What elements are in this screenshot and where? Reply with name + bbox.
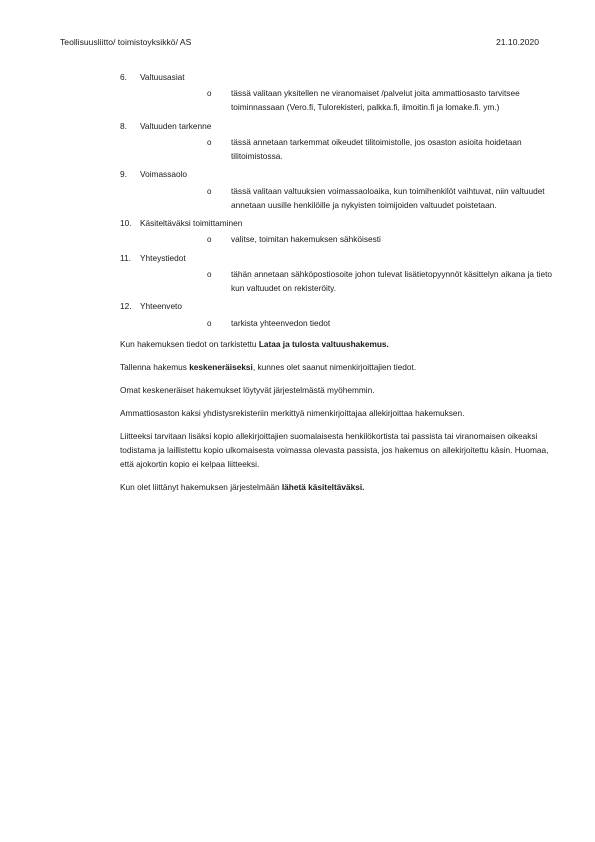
list-title: Voimassaolo [140,169,188,180]
bullet-marker-icon: o [207,89,212,99]
paragraph-save-draft: Tallenna hakemus keskeneräiseksi, kunnes olet saanut nimenkirjoittajien tiedot. [120,361,417,372]
page-header [60,37,539,48]
draft-term: keskeneräiseksi [189,361,253,372]
bullet-marker-icon: o [207,270,212,280]
paragraph-attachments: Liitteeksi tarvitaan lisäksi kopio allekirjoittajien suomalaisesta henkilökortista tai passista tai viranomaisen oikeaksi todistama ja laillistettu kopio ulkomaisesta voimassa olevasta passista, jos hakemus on allekirjoitettu käsin. Huomaa, että ajokortin kopio ei kelpaa liitteeksi. [120,430,549,469]
header-organization: Teollisuusliitto/ toimistoyksikkö/ AS [60,37,192,47]
print-instruction: Lataa ja tulosta valtuushakemus. [258,338,389,349]
bullet-text: tarkista yhteenvedon tiedot [231,317,331,328]
bullet-text: valitse, toimitan hakemuksen sähköisesti [231,234,381,245]
bullet-text: tähän annetaan sähköpostiosoite johon tulevat lisätietopyynnöt käsittelyn aikana ja tieto kun valtuudet on rekisteröity. [231,269,553,294]
submit-instruction: lähetä käsiteltäväksi. [281,481,365,492]
list-bullet [207,185,565,213]
list-bullet [207,317,565,331]
paragraph-signatories: Ammattiosaston kaksi yhdistysrekisteriin merkittyä nimenkirjoittajaa allekirjoittaa hakemuksen. [120,407,465,418]
bullet-text: tässä valitaan yksitellen ne viranomaiset /palvelut joita ammattiosasto tarvitsee toiminnassaan (Vero.fi, Tulorekisteri, palkka.fi, ilmoitin.fi ja lomake.fi. ym.) [231,88,520,113]
bullet-text: tässä annetaan tarkemmat oikeudet tilitoimistolle, jos osaston asioita hoidetaan tilitoimistossa. [231,137,522,161]
list-item-8 [120,121,560,164]
list-item-11 [120,253,560,296]
list-title: Valtuuden tarkenne [140,120,212,131]
bullet-text: tässä valitaan valtuuksien voimassaoloaika, kun toimihenkilöt vaihtuvat, niin valtuudet annetaan uusille henkilöille ja nykyisten toimijoiden valtuudet poistetaan. [231,185,545,210]
header-date: 21.10.2020 [495,37,539,47]
list-title: Käsiteltäväksi toimittaminen [140,218,243,229]
list-bullet [207,233,565,247]
list-item-12 [120,301,560,330]
list-number: 12. [120,301,132,312]
bullet-marker-icon: o [207,186,212,196]
list-item-6 [120,72,560,115]
list-title: Yhteystiedot [140,252,186,263]
list-number: 11. [120,252,131,263]
bullet-marker-icon: o [207,138,212,148]
document-body [120,72,560,502]
bullet-marker-icon: o [207,235,212,245]
bullet-marker-icon: o [207,318,212,328]
paragraph-drafts-location: Omat keskeneräiset hakemukset löytyvät järjestelmästä myöhemmin. [120,384,375,395]
paragraph-check-and-print: Kun hakemuksen tiedot on tarkistettu Lataa ja tulosta valtuushakemus. [120,338,389,349]
list-title: Yhteenveto [140,301,182,312]
list-item-10 [120,218,560,247]
list-bullet [207,87,565,115]
paragraph-submit: Kun olet liittänyt hakemuksen järjestelmään lähetä käsiteltäväksi. [120,481,365,492]
list-number: 10. [120,218,132,229]
list-item-9 [120,169,560,212]
list-bullet [207,136,565,164]
list-title: Valtuusasiat [140,72,185,82]
list-bullet [207,268,565,296]
list-number: 8. [120,120,127,131]
list-number: 9. [120,169,127,180]
list-number: 6. [120,72,127,82]
